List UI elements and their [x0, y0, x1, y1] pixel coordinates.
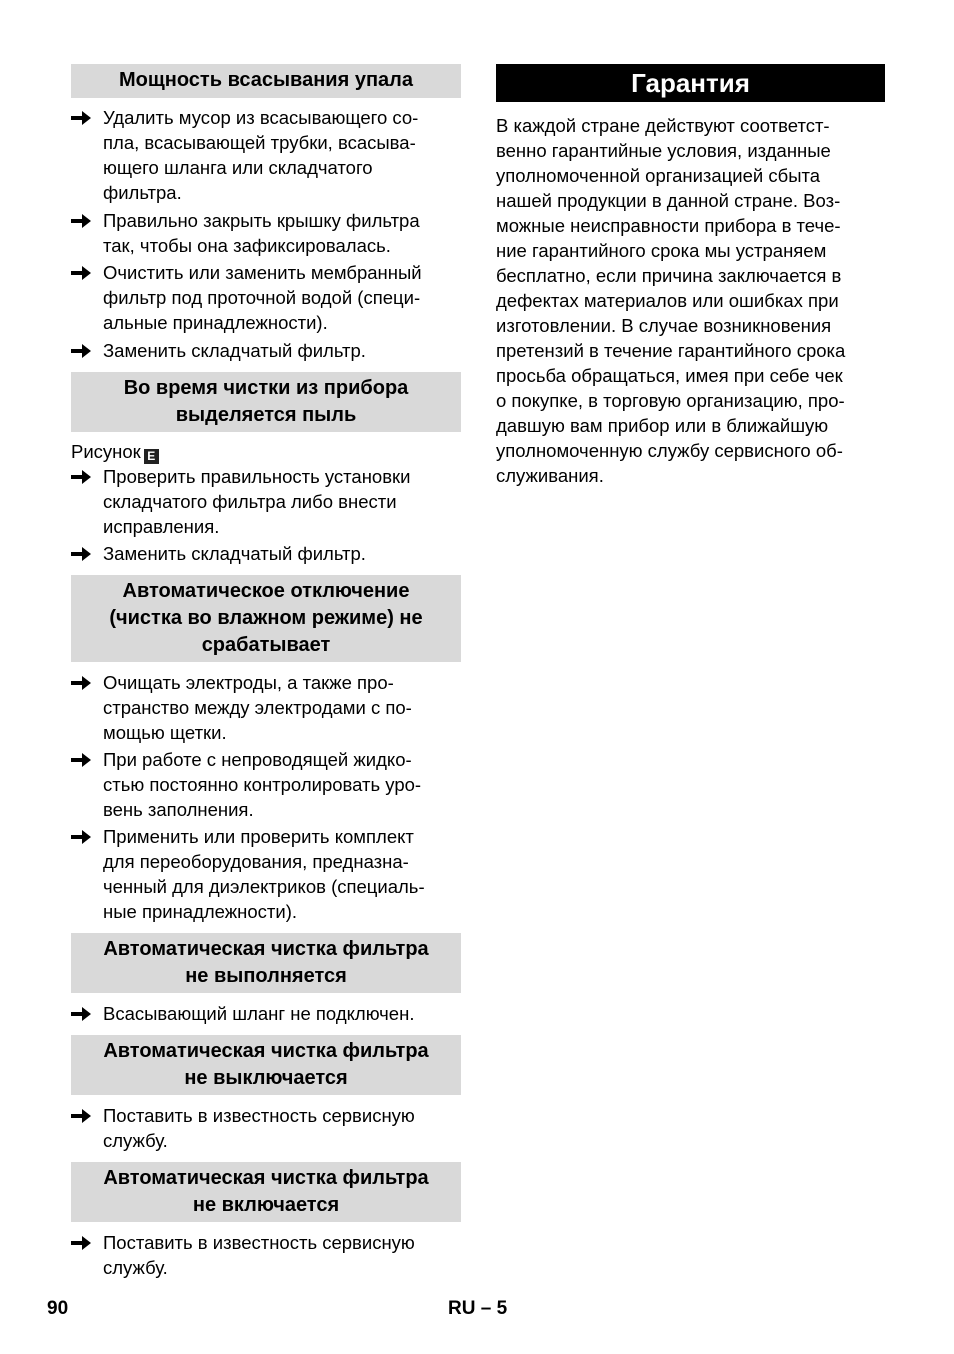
list-item-text: Всасывающий шланг не подключен.	[103, 1003, 415, 1024]
arrow-right-icon	[71, 747, 95, 772]
arrow-right-icon	[71, 208, 95, 233]
arrow-right-icon	[71, 670, 95, 695]
section-auto-filter-clean-not-stopping	[71, 1035, 461, 1153]
warranty-heading: Гарантия	[496, 64, 885, 102]
arrow-right-icon	[71, 1230, 95, 1255]
figure-letter-badge: E	[144, 449, 159, 464]
arrow-right-icon	[71, 260, 95, 285]
list-item-text: Очистить или заменить мембранный фильтр под проточной водой (специ- альные принадлежности).	[103, 262, 422, 333]
section-heading: Автоматическая чистка фильтра не выполняется	[71, 933, 461, 993]
section-auto-filter-clean-not-starting	[71, 1162, 461, 1280]
list-item-text: Очищать электроды, а также про- странство между электродами с по- мощью щетки.	[103, 672, 412, 743]
list-item	[71, 105, 461, 205]
section-heading: Во время чистки из прибора выделяется пыль	[71, 372, 461, 432]
list-item	[71, 1103, 461, 1153]
list-item-text: Поставить в известность сервисную службу.	[103, 1232, 415, 1278]
list-item	[71, 824, 461, 924]
list-item-text: Удалить мусор из всасывающего со- пла, всасывающей трубки, всасыва- ющего шланга или складчатого фильтра.	[103, 107, 419, 203]
arrow-right-icon	[71, 824, 95, 849]
right-column	[496, 64, 885, 488]
section-page-label: RU – 5	[448, 1298, 508, 1319]
list-item	[71, 541, 461, 566]
section-auto-filter-clean-not-running	[71, 933, 461, 1026]
list-item	[71, 1230, 461, 1280]
list-item	[71, 670, 461, 745]
arrow-right-icon	[71, 464, 95, 489]
arrow-right-icon	[71, 1001, 95, 1026]
list-item	[71, 464, 461, 539]
list-item	[71, 1001, 461, 1026]
section-auto-shutoff-fails	[71, 575, 461, 924]
list-item-text: Поставить в известность сервисную службу.	[103, 1105, 415, 1151]
arrow-right-icon	[71, 105, 95, 130]
section-heading: Мощность всасывания упала	[71, 64, 461, 98]
list-item	[71, 338, 461, 363]
list-item-text: Проверить правильность установки складчатого фильтра либо внести исправления.	[103, 466, 411, 537]
list-item	[71, 747, 461, 822]
list-item-text: При работе с непроводящей жидко- стью постоянно контролировать уро- вень заполнения.	[103, 749, 422, 820]
section-heading: Автоматическое отключение (чистка во влажном режиме) не срабатывает	[71, 575, 461, 662]
figure-reference: Рисунок E	[71, 439, 461, 464]
warranty-text: В каждой стране действуют соответст- венно гарантийные условия, изданные уполномоченной организацией сбыта нашей продукции в данной стране. Воз- можные неисправности прибора в тече- ние гарантийного срока мы устраняем бесплатно, если причина заключается в дефектах материалов или ошибках при изготовлении. В случае возникновения претензий в течение гарантийного срока просьба обращаться, имея при себе чек о покупке, в торговую организацию, про- давшую вам прибор или в ближайшую уполномоченную службу сервисного об- служивания.	[496, 115, 846, 486]
list-item-text: Правильно закрыть крышку фильтра так, чтобы она зафиксировалась.	[103, 210, 420, 256]
list-item-text: Заменить складчатый фильтр.	[103, 543, 366, 564]
section-heading: Автоматическая чистка фильтра не выключается	[71, 1035, 461, 1095]
arrow-right-icon	[71, 541, 95, 566]
section-heading: Автоматическая чистка фильтра не включается	[71, 1162, 461, 1222]
left-column	[71, 64, 461, 1280]
section-suction-power-dropped	[71, 64, 461, 363]
list-item	[71, 208, 461, 258]
page-number: 90	[47, 1298, 69, 1319]
section-dust-during-cleaning	[71, 372, 461, 566]
arrow-right-icon	[71, 1103, 95, 1128]
list-item-text: Применить или проверить комплект для переоборудования, предназна- ченный для диэлектриков (специаль- ные принадлежности).	[103, 826, 425, 922]
arrow-right-icon	[71, 338, 95, 363]
list-item-text: Заменить складчатый фильтр.	[103, 340, 366, 361]
list-item	[71, 260, 461, 335]
